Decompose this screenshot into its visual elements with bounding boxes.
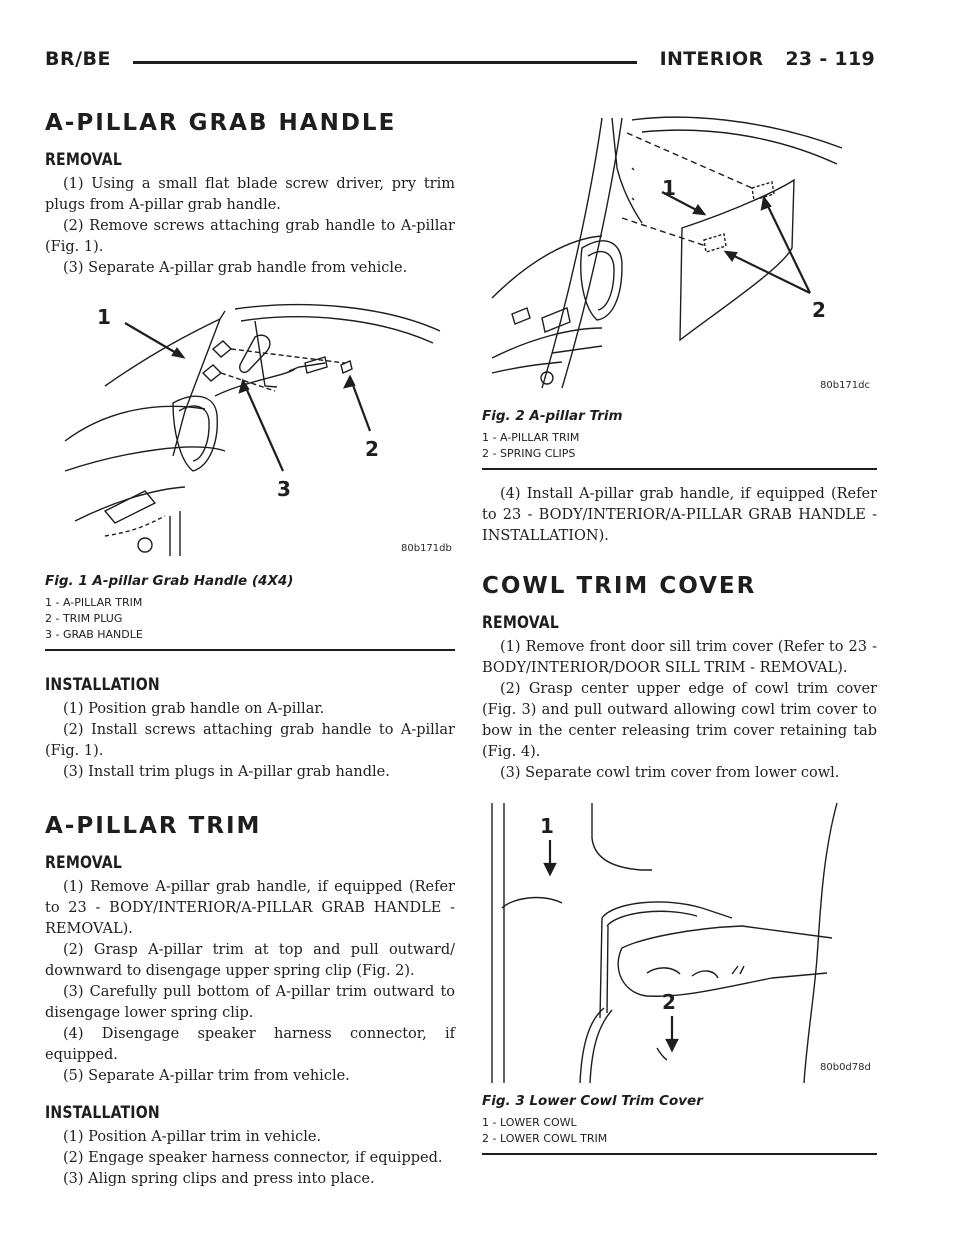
trim-installation-heading: INSTALLATION (45, 1103, 160, 1123)
grab-removal-step-3: (3) Separate A-pillar grab handle from vehicle. (63, 260, 408, 276)
fig1-illustration (45, 291, 455, 563)
figure-3 (482, 798, 877, 1083)
trim-removal-step-2: (2) Grasp A-pillar trim at top and pull outward/ downward to disengage upper spring clip (Fig. 2). (45, 942, 455, 979)
fig3-legend-2: 2 - LOWER COWL TRIM (482, 1132, 608, 1145)
fig2-illustration (482, 108, 877, 398)
fig3-code: 80b0d78d (820, 1062, 871, 1073)
model-code: BR/BE (45, 48, 112, 70)
grab-removal-heading: REMOVAL (45, 150, 122, 170)
fig1-callout-3: 3 (277, 477, 291, 501)
fig2-title: Fig. 2 A-pillar Trim (482, 408, 623, 424)
trim-removal-step-4: (4) Disengage speaker harness connector, if equipped. (45, 1026, 455, 1063)
fig2-legend-2: 2 - SPRING CLIPS (482, 447, 576, 460)
fig3-rule (482, 1153, 877, 1155)
trim-removal-heading: REMOVAL (45, 853, 122, 873)
fig1-title: Fig. 1 A-pillar Grab Handle (4X4) (45, 573, 294, 589)
fig3-illustration (482, 798, 877, 1083)
trim-removal-step-3: (3) Carefully pull bottom of A-pillar trim outward to disengage lower spring clip. (45, 984, 455, 1021)
trim-install-step-1: (1) Position A-pillar trim in vehicle. (63, 1129, 322, 1145)
fig1-legend-1: 1 - A-PILLAR TRIM (45, 596, 143, 609)
cowl-trim-title: COWL TRIM COVER (482, 573, 757, 599)
fig2-callout-1: 1 (662, 176, 676, 200)
fig2-callout-2: 2 (812, 298, 826, 322)
fig3-legend (482, 1115, 877, 1147)
trim-install-step-4: (4) Install A-pillar grab handle, if equipped (Refer to 23 - BODY/INTERIOR/A-PILLAR GRAB HANDLE - INSTALLATION). (482, 486, 877, 544)
grab-install-step-1: (1) Position grab handle on A-pillar. (63, 701, 325, 717)
cowl-removal-step-3: (3) Separate cowl trim cover from lower cowl. (500, 765, 840, 781)
fig2-legend (482, 430, 877, 462)
a-pillar-trim-title: A-PILLAR TRIM (45, 813, 262, 839)
grab-removal-step-2: (2) Remove screws attaching grab handle to A-pillar (Fig. 1). (45, 218, 455, 255)
cowl-removal-step-2: (2) Grasp center upper edge of cowl trim cover (Fig. 3) and pull outward allowing cowl trim cover to bow in the center releasing trim cover retaining tab (Fig. 4). (482, 681, 877, 760)
trim-removal-step-5: (5) Separate A-pillar trim from vehicle. (63, 1068, 350, 1084)
grab-handle-title: A-PILLAR GRAB HANDLE (45, 110, 397, 136)
fig3-title: Fig. 3 Lower Cowl Trim Cover (482, 1093, 703, 1109)
fig1-legend-2: 2 - TRIM PLUG (45, 612, 123, 625)
section-name: INTERIOR (659, 48, 764, 70)
trim-removal-step-1: (1) Remove A-pillar grab handle, if equipped (Refer to 23 - BODY/INTERIOR/A-PILLAR GRAB HANDLE - REMOVAL). (45, 879, 455, 937)
page-header (45, 40, 875, 80)
left-column (45, 96, 455, 1190)
fig3-legend-1: 1 - LOWER COWL (482, 1116, 577, 1129)
page-number: 23 - 119 (785, 48, 875, 70)
fig3-callout-2: 2 (662, 990, 676, 1014)
figure-2 (482, 108, 877, 398)
cowl-removal-step-1: (1) Remove front door sill trim cover (Refer to 23 - BODY/INTERIOR/DOOR SILL TRIM - REMOVAL). (482, 639, 877, 676)
fig2-legend-1: 1 - A-PILLAR TRIM (482, 431, 580, 444)
fig1-callout-2: 2 (365, 437, 379, 461)
fig3-callout-1: 1 (540, 814, 554, 838)
fig1-code: 80b171db (401, 543, 452, 554)
trim-install-step-2: (2) Engage speaker harness connector, if equipped. (63, 1150, 443, 1166)
trim-install-step-3: (3) Align spring clips and press into place. (63, 1171, 375, 1187)
grab-install-step-2: (2) Install screws attaching grab handle to A-pillar (Fig. 1). (45, 722, 455, 759)
right-column (482, 108, 877, 1155)
fig2-code: 80b171dc (820, 380, 871, 391)
figure-1 (45, 291, 455, 563)
header-rule (133, 61, 637, 64)
section-page (660, 48, 875, 70)
fig1-legend-3: 3 - GRAB HANDLE (45, 628, 143, 641)
fig1-rule (45, 649, 455, 651)
grab-installation-heading: INSTALLATION (45, 675, 160, 695)
grab-removal-step-1: (1) Using a small flat blade screw driver, pry trim plugs from A-pillar grab handle. (45, 176, 455, 213)
fig1-callout-1: 1 (97, 305, 111, 329)
fig1-legend (45, 595, 455, 643)
fig2-rule (482, 468, 877, 470)
cowl-removal-heading: REMOVAL (482, 613, 559, 633)
grab-install-step-3: (3) Install trim plugs in A-pillar grab handle. (63, 764, 390, 780)
